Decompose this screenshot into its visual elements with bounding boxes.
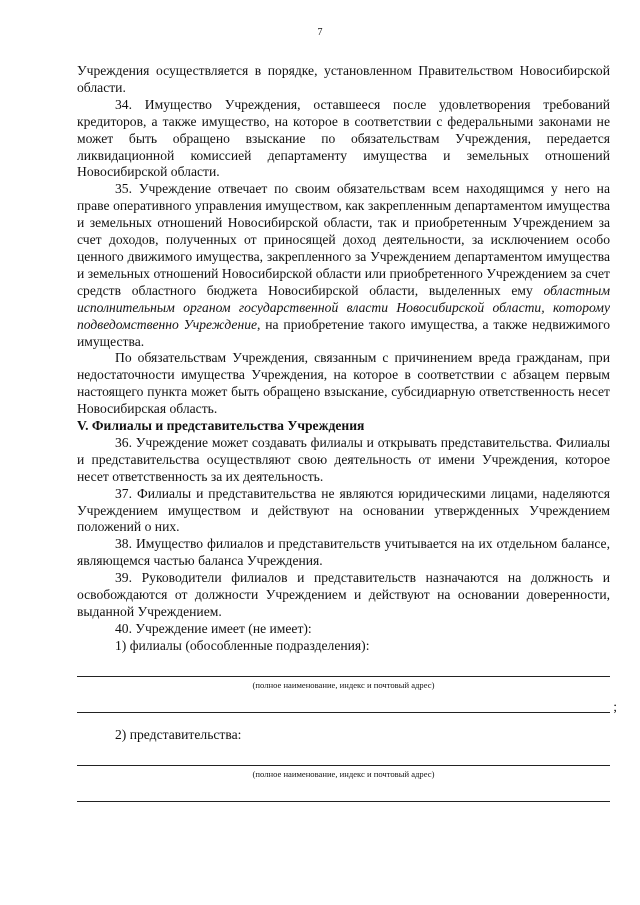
paragraph-intro: Учреждения осуществляется в порядке, установленном Правительством Новосибирской области.: [77, 63, 610, 95]
paragraph-40: 40. Учреждение имеет (не имеет):: [115, 620, 312, 636]
paragraph-35-second: По обязательствам Учреждения, связанным с причинением вреда гражданам, при недостаточности имущества Учреждения, на которое в соответствии с абзацем первым настоящего пункта может быть обращено взыскание, субсидиарную ответственность несет Новосибирская область.: [77, 350, 610, 417]
paragraph-35-end: , на приобретение такого имущества, а также недвижимого имущества.: [77, 316, 610, 349]
branches-caption: (полное наименование, индекс и почтовый адрес): [252, 679, 435, 690]
paragraph-36: 36. Учреждение может создавать филиалы и открывать представительства. Филиалы и представительства осуществляют свою деятельность от имени Учреждения, которое несет ответственность за их деятельность.: [77, 434, 610, 484]
paragraph-38: 38. Имущество филиалов и представительств учитывается на их отдельном балансе, являющемся частью баланса Учреждения.: [77, 536, 610, 569]
paragraph-40-1: 1) филиалы (обособленные подразделения):: [115, 637, 370, 653]
paragraph-35-italic: областным исполнительным органом государственной власти Новосибирской области, которому подведомственно Учреждение: [77, 282, 610, 332]
branches-fill-line: [77, 660, 610, 677]
representations-fill-line: [77, 749, 610, 766]
paragraph-35: [77, 181, 610, 350]
paragraph-40-2: 2) представительства:: [115, 726, 242, 742]
paragraph-37: 37. Филиалы и представительства не являются юридическими лицами, наделяются Учреждением имуществом и действуют на основании утвержденных Учреждением положений о них.: [77, 485, 610, 535]
paragraph-35-start: 35. Учреждение отвечает по своим обязательствам всем находящимся у него на праве оперативного управления имуществом, как закрепленным департаментом имущества и земельных отношений Новосибирской области, так и приобретенным Учреждением за счет доходов, полученных от приносящей доход деятельности, за исключением особо ценного движимого имущества, закрепленного за Учреждением департаментом имущества и земельных отношений Новосибирской области или приобретенного Учреждением за счет средств областного бюджета Новосибирской области, выделенных ему: [77, 181, 610, 298]
representations-fill-line-2: [77, 785, 610, 802]
document-body: [77, 63, 617, 802]
semicolon-mark: ;: [613, 698, 617, 714]
paragraph-34: 34. Имущество Учреждения, оставшееся после удовлетворения требований кредиторов, а также имущество, на которое в соответствии с федеральными законами не может быть обращено взыскание по обязательствам Учреждения, передается ликвидационной комиссией департаменту имущества и земельных отношений Новосибирской области.: [77, 96, 610, 180]
section-heading: V. Филиалы и представительства Учреждения: [77, 418, 365, 434]
page-number: 7: [317, 27, 323, 38]
paragraph-39: 39. Руководители филиалов и представительств назначаются на должность и освобождаются от должности Учреждением и действуют на основании доверенности, выданной Учреждением.: [77, 570, 610, 619]
representations-caption: (полное наименование, индекс и почтовый адрес): [252, 768, 435, 779]
branches-fill-line-2: [77, 696, 617, 714]
